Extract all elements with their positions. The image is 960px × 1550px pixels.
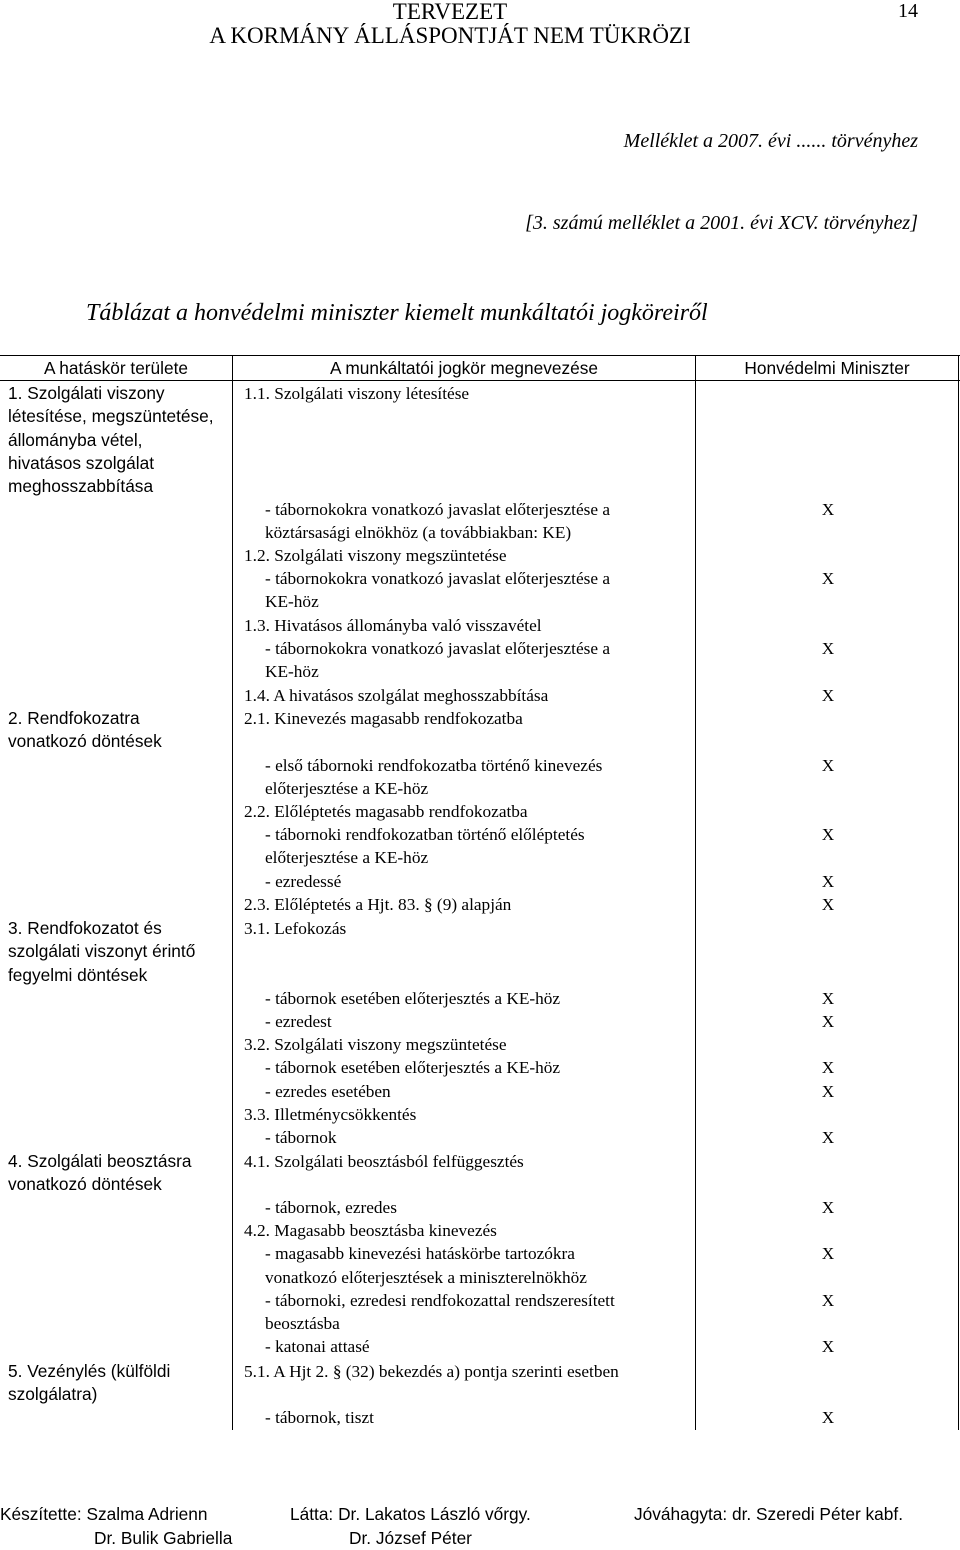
row-4-2-b: - tábornoki, ezredesi rendfokozattal rendszeresített X xyxy=(265,1289,960,1312)
column-header-authority: A munkáltatói jogkör megnevezése xyxy=(329,358,598,378)
row-4-1: 4.1. Szolgálati beosztásból felfüggesztés xyxy=(244,1152,524,1171)
row-4-2-c: - katonai attasé X xyxy=(265,1335,960,1358)
row-4-2-a: - magasabb kinevezési hatáskörbe tartozókra X xyxy=(265,1242,960,1265)
minister-mark: X xyxy=(821,1058,835,1077)
minister-mark: X xyxy=(821,1082,835,1101)
area-section-5: 5. Vezénylés (külföldi szolgálatra) xyxy=(8,1361,171,1405)
row-1-3: 1.3. Hivatásos állományba való visszavétel xyxy=(244,616,542,635)
minister-mark: X xyxy=(821,825,835,844)
row-2-1-a-cont: előterjesztése a KE-höz xyxy=(265,779,429,798)
minister-mark: X xyxy=(821,1128,835,1147)
column-divider-1 xyxy=(232,355,233,1430)
area-section-1: 1. Szolgálati viszony létesítése, megszüntetése, állományba vétel, hivatásos szolgálat meghosszabbítása xyxy=(8,383,214,497)
row-2-2-a: - tábornoki rendfokozatban történő előléptetés X xyxy=(265,823,960,846)
row-1-4: 1.4. A hivatásos szolgálat meghosszabbítása X xyxy=(244,684,944,707)
row-1-3-a: - tábornokokra vonatkozó javaslat előterjesztése a X xyxy=(265,637,960,660)
row-4-2: 4.2. Magasabb beosztásba kinevezés xyxy=(244,1221,497,1240)
table-top-border xyxy=(0,355,960,356)
row-1-3-a-cont: KE-höz xyxy=(265,662,319,681)
row-1-1-a: - tábornokokra vonatkozó javaslat előterjesztése a X xyxy=(265,498,960,521)
row-2-1: 2.1. Kinevezés magasabb rendfokozatba xyxy=(244,709,523,728)
draft-stamp-line1: TERVEZET xyxy=(392,0,508,24)
row-2-2: 2.2. Előléptetés magasabb rendfokozatba xyxy=(244,802,528,821)
minister-mark: X xyxy=(821,895,835,914)
minister-mark: X xyxy=(821,686,835,705)
area-section-4: 4. Szolgálati beosztásra vonatkozó döntések xyxy=(8,1151,192,1195)
row-1-1: 1.1. Szolgálati viszony létesítése xyxy=(244,384,470,403)
row-3-3: 3.3. Illetménycsökkentés xyxy=(244,1105,417,1124)
row-1-1-a-cont: köztársasági elnökhöz (a továbbiakban: KE) xyxy=(265,523,572,542)
minister-mark: X xyxy=(821,1198,835,1217)
row-3-1-b: - ezredest X xyxy=(265,1010,960,1033)
minister-mark: X xyxy=(821,872,835,891)
annex-line2: [3. számú melléklet a 2001. évi XCV. törvényhez] xyxy=(525,212,918,234)
row-1-2-a: - tábornokokra vonatkozó javaslat előterjesztése a X xyxy=(265,567,960,590)
row-1-2-a-cont: KE-höz xyxy=(265,592,319,611)
column-header-minister: Honvédelmi Miniszter xyxy=(744,358,910,378)
row-5-1: 5.1. A Hjt 2. § (32) bekezdés a) pontja szerinti esetben xyxy=(244,1362,619,1381)
minister-mark: X xyxy=(821,569,835,588)
row-3-2: 3.2. Szolgálati viszony megszüntetése xyxy=(244,1035,507,1054)
approved-by: Jóváhagyta: dr. Szeredi Péter kabf. xyxy=(634,1504,903,1524)
row-3-1-a: - tábornok esetében előterjesztés a KE-höz X xyxy=(265,987,960,1010)
row-2-3: 2.3. Előléptetés a Hjt. 83. § (9) alapján X xyxy=(244,893,944,916)
minister-mark: X xyxy=(821,1012,835,1031)
row-4-2-b-cont: beosztásba xyxy=(265,1314,340,1333)
row-2-2-a-cont: előterjesztése a KE-höz xyxy=(265,848,429,867)
column-header-area: A hatáskör területe xyxy=(43,358,189,378)
minister-mark: X xyxy=(821,500,835,519)
row-3-3-a: - tábornok X xyxy=(265,1126,960,1149)
seen-by: Látta: Dr. Lakatos László vőrgy. xyxy=(290,1504,531,1524)
draft-stamp-line2: A KORMÁNY ÁLLÁSPONTJÁT NEM TÜKRÖZI xyxy=(209,23,691,48)
document-title: Táblázat a honvédelmi miniszter kiemelt munkáltatói jogköreiről xyxy=(86,300,708,326)
minister-mark: X xyxy=(821,1291,835,1310)
annex-line1: Melléklet a 2007. évi ...... törvényhez xyxy=(623,130,918,152)
minister-mark: X xyxy=(821,639,835,658)
row-5-1-a: - tábornok, tiszt X xyxy=(265,1406,960,1429)
row-3-1: 3.1. Lefokozás xyxy=(244,919,347,938)
minister-mark: X xyxy=(821,1408,835,1427)
prepared-by-second: Dr. Bulik Gabriella xyxy=(94,1528,233,1548)
minister-mark: X xyxy=(821,1337,835,1356)
row-3-2-b: - ezredes esetében X xyxy=(265,1080,960,1103)
seen-by-second: Dr. József Péter xyxy=(349,1528,472,1548)
prepared-by: Készítette: Szalma Adrienn xyxy=(0,1504,208,1524)
minister-mark: X xyxy=(821,989,835,1008)
area-section-3: 3. Rendfokozatot és szolgálati viszonyt érintő fegyelmi döntések xyxy=(8,918,196,985)
minister-mark: X xyxy=(821,756,835,775)
row-1-2: 1.2. Szolgálati viszony megszüntetése xyxy=(244,546,507,565)
page-number: 14 xyxy=(898,0,918,22)
row-2-1-a: - első tábornoki rendfokozatba történő kinevezés X xyxy=(265,754,960,777)
row-4-2-a-cont: vonatkozó előterjesztések a miniszterelnökhöz xyxy=(265,1268,587,1287)
row-2-2-b: - ezredessé X xyxy=(265,870,960,893)
area-section-2: 2. Rendfokozatra vonatkozó döntések xyxy=(8,708,162,752)
row-3-2-a: - tábornok esetében előterjesztés a KE-höz X xyxy=(265,1056,960,1079)
minister-mark: X xyxy=(821,1244,835,1263)
row-4-1-a: - tábornok, ezredes X xyxy=(265,1196,960,1219)
